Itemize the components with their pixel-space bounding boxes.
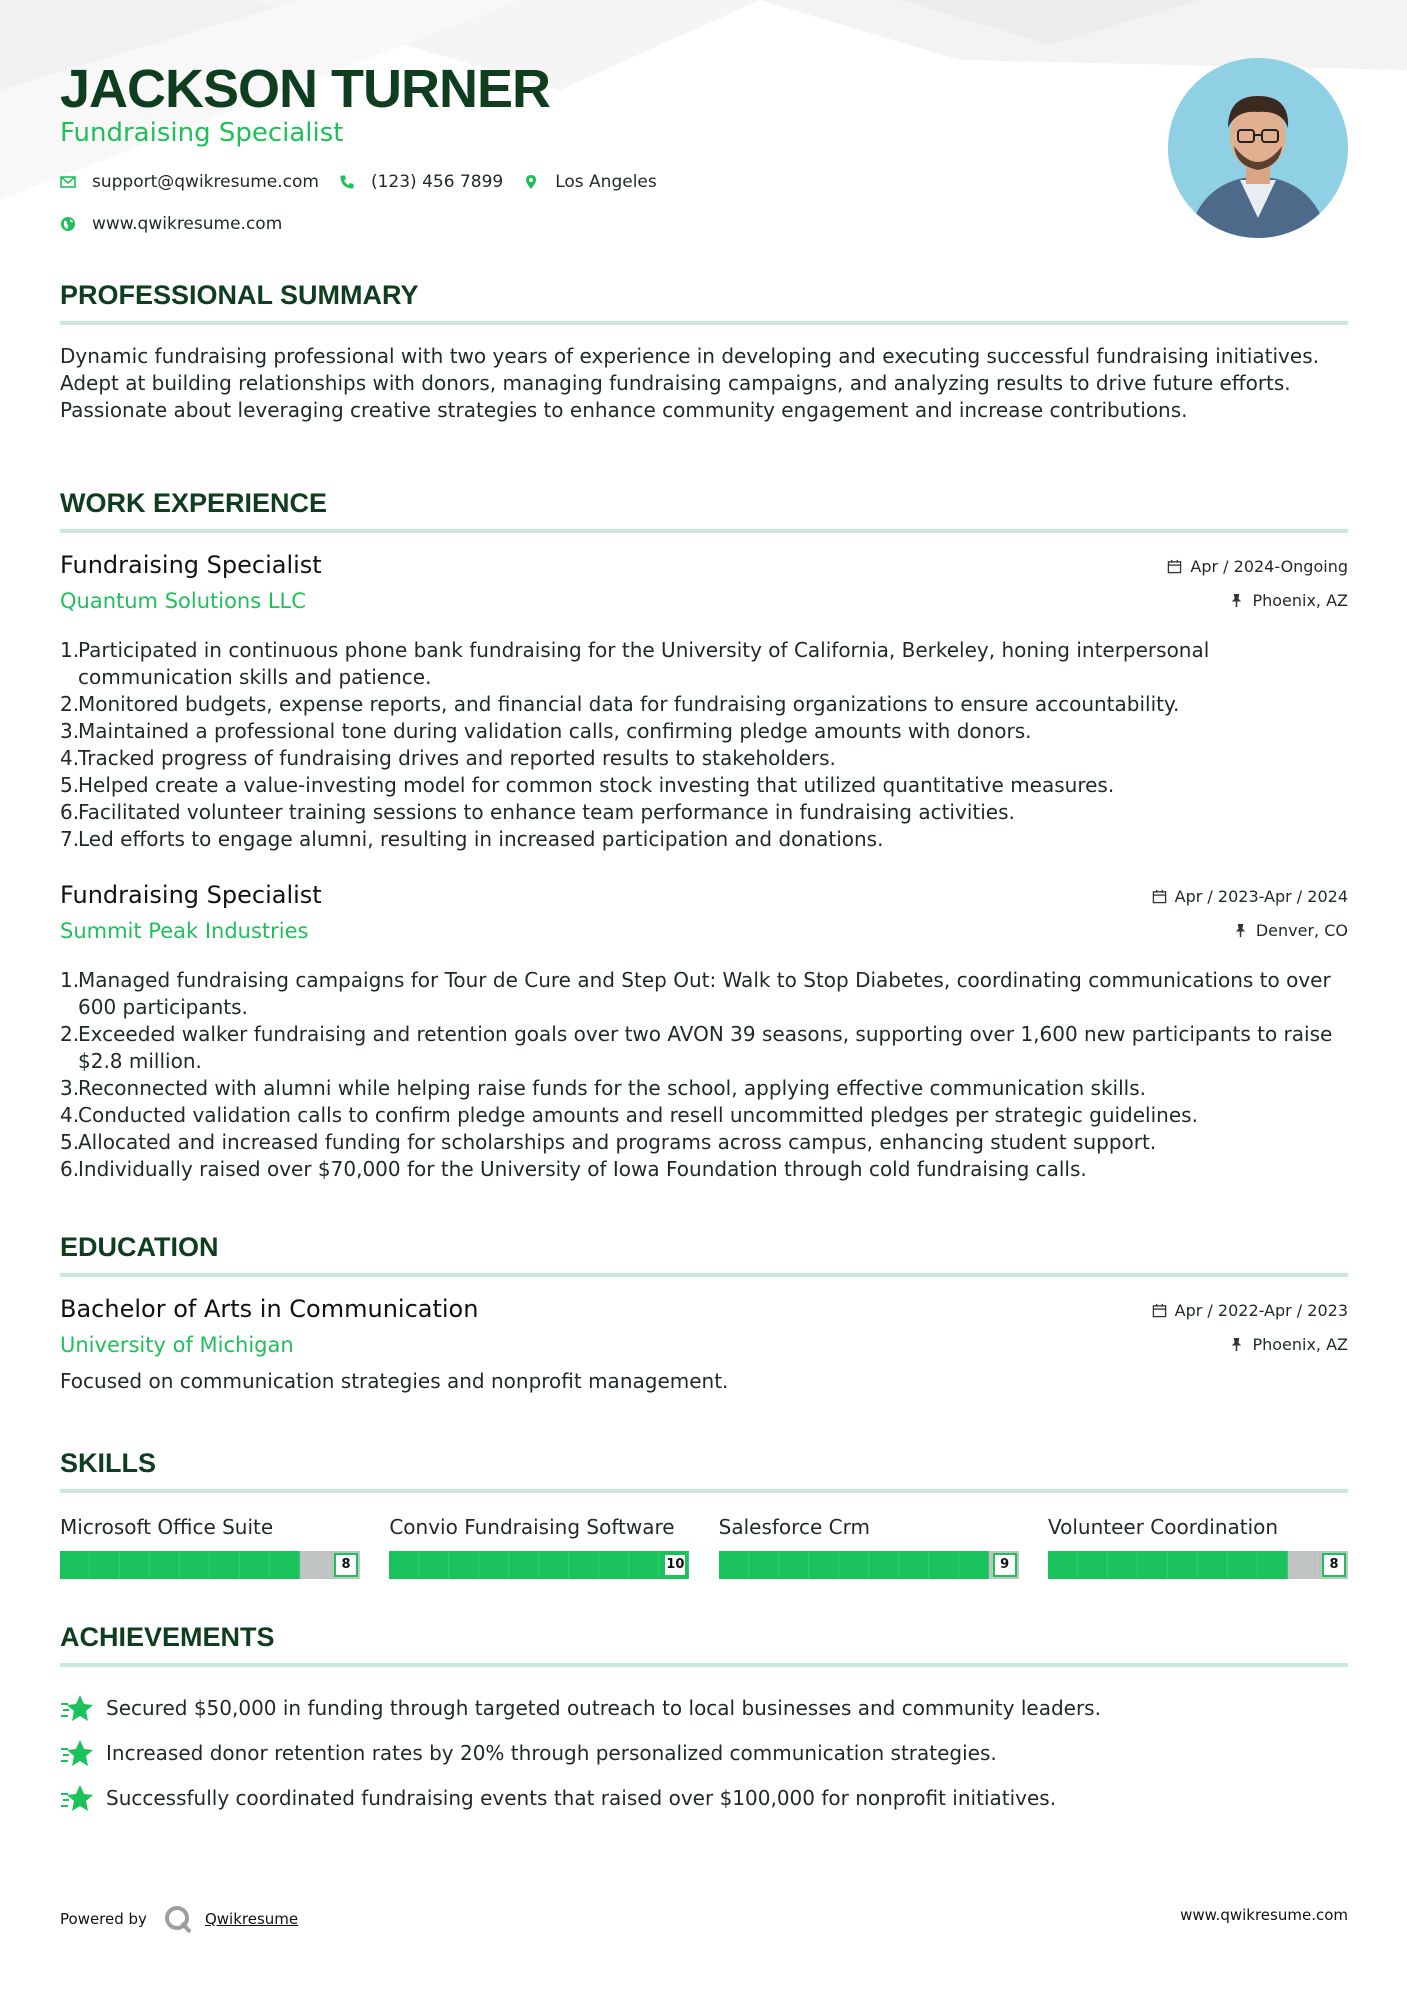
job-location xyxy=(1229,591,1348,610)
skill-bar xyxy=(719,1551,1019,1579)
qwikresume-logo-icon xyxy=(163,1904,193,1934)
summary-heading: PROFESSIONAL SUMMARY xyxy=(60,280,1348,325)
location-text: Los Angeles xyxy=(555,172,657,192)
list-item: 1. Managed fundraising campaigns for Tour de Cure and Step Out: Walk to Stop Diabetes, coordinating communications to over 600 participants. xyxy=(60,968,1331,1019)
job-location xyxy=(1233,921,1348,940)
star-icon xyxy=(60,1783,94,1813)
education-entry xyxy=(60,1295,1348,1393)
skill-bar xyxy=(1048,1551,1348,1579)
list-item: 4. Conducted validation calls to confirm pledge amounts and resell uncommitted pledges per strategic guidelines. xyxy=(60,1103,1198,1127)
skill-item xyxy=(60,1515,360,1579)
skill-bar xyxy=(389,1551,689,1579)
list-item: 6. Facilitated volunteer training sessions to enhance team performance in fundraising activities. xyxy=(60,800,1015,824)
achievement-text: Secured $50,000 in funding through targeted outreach to local businesses and community leaders. xyxy=(106,1695,1101,1720)
achievements-heading: ACHIEVEMENTS xyxy=(60,1622,1348,1667)
list-item: 6. Individually raised over $70,000 for the University of Iowa Foundation through cold fundraising calls. xyxy=(60,1157,1087,1181)
website-text: www.qwikresume.com xyxy=(92,214,283,234)
list-item xyxy=(60,1730,1348,1775)
list-item: 2. Monitored budgets, expense reports, and financial data for fundraising organizations to ensure accountability. xyxy=(60,692,1180,716)
achievements-list xyxy=(60,1685,1348,1820)
experience-section xyxy=(60,488,1348,1183)
skill-name: Salesforce Crm xyxy=(718,1515,870,1539)
contact-row-2 xyxy=(60,214,302,234)
job-entry xyxy=(60,551,1348,853)
job-location-text: Denver, CO xyxy=(1255,921,1348,940)
candidate-title: Fundraising Specialist xyxy=(60,118,344,148)
degree: Bachelor of Arts in Communication xyxy=(60,1295,479,1323)
skill-item xyxy=(1048,1515,1348,1579)
job-entry xyxy=(60,881,1348,1183)
job-role: Fundraising Specialist xyxy=(60,881,322,909)
calendar-icon xyxy=(1152,889,1167,904)
resume-page xyxy=(60,0,1348,1810)
star-icon xyxy=(60,1693,94,1723)
job-date xyxy=(1167,557,1348,576)
list-item xyxy=(60,1685,1348,1730)
list-item: 4. Tracked progress of fundraising drives and reported results to stakeholders. xyxy=(60,746,836,770)
skill-item xyxy=(389,1515,689,1579)
achievement-text: Increased donor retention rates by 20% through personalized communication strategies. xyxy=(106,1740,997,1765)
skill-level: 8 xyxy=(1322,1553,1346,1577)
job-date-text: Apr / 2023-Apr / 2024 xyxy=(1174,887,1348,906)
calendar-icon xyxy=(1167,559,1182,574)
job-date xyxy=(1152,887,1348,906)
contact-row xyxy=(60,172,677,192)
job-company: Quantum Solutions LLC xyxy=(60,589,306,613)
map-pin-icon xyxy=(523,174,539,190)
candidate-name: JACKSON TURNER xyxy=(60,59,551,119)
list-item: 5. Helped create a value-investing model for common stock investing that utilized quantitative measures. xyxy=(60,773,1115,797)
list-item: 7. Led efforts to engage alumni, resulting in increased participation and donations. xyxy=(60,827,884,851)
list-item: 1. Participated in continuous phone bank fundraising for the University of California, Berkeley, honing interpersonal communication skills and patience. xyxy=(60,638,1210,689)
email-text: support@qwikresume.com xyxy=(92,172,319,192)
contact-email[interactable] xyxy=(60,172,319,192)
skill-name: Microsoft Office Suite xyxy=(60,1515,274,1539)
phone-text: (123) 456 7899 xyxy=(370,172,504,192)
profile-photo xyxy=(1168,58,1348,238)
skill-name: Volunteer Coordination xyxy=(1047,1515,1279,1539)
skill-item xyxy=(719,1515,1019,1579)
resume-header xyxy=(60,0,1348,250)
star-icon xyxy=(60,1738,94,1768)
list-item xyxy=(60,1775,1348,1820)
calendar-icon xyxy=(1152,1303,1167,1318)
education-location-text: Phoenix, AZ xyxy=(1252,1335,1348,1354)
skills-section xyxy=(60,1448,1348,1579)
achievements-section xyxy=(60,1622,1348,1820)
job-bullets xyxy=(60,967,1348,1183)
job-date-text: Apr / 2024-Ongoing xyxy=(1190,557,1348,576)
education-section xyxy=(60,1232,1348,1393)
pushpin-icon xyxy=(1229,593,1244,608)
education-location xyxy=(1229,1335,1348,1354)
skill-bar xyxy=(60,1551,360,1579)
pushpin-icon xyxy=(1229,1337,1244,1352)
skill-level: 9 xyxy=(993,1553,1017,1577)
powered-by xyxy=(60,1904,298,1934)
job-location-text: Phoenix, AZ xyxy=(1252,591,1348,610)
experience-heading: WORK EXPERIENCE xyxy=(60,488,1348,533)
school: University of Michigan xyxy=(60,1333,294,1357)
education-date xyxy=(1152,1301,1348,1320)
summary-section xyxy=(60,280,1348,424)
skill-name: Convio Fundraising Software xyxy=(389,1515,675,1539)
skill-level: 10 xyxy=(663,1553,687,1577)
skills-heading: SKILLS xyxy=(60,1448,1348,1493)
job-company: Summit Peak Industries xyxy=(60,919,309,943)
contact-website[interactable] xyxy=(60,214,282,234)
list-item: 3. Reconnected with alumni while helping raise funds for the school, applying effective communication skills. xyxy=(60,1076,1146,1100)
skill-level: 8 xyxy=(334,1553,358,1577)
footer-website[interactable]: www.qwikresume.com xyxy=(1180,1906,1348,1924)
list-item: 2. Exceeded walker fundraising and retention goals over two AVON 39 seasons, supporting over 1,600 new participants to raise $2.8 million. xyxy=(60,1022,1333,1073)
contact-location xyxy=(523,172,657,192)
globe-icon xyxy=(60,216,76,232)
footer xyxy=(60,1898,1348,1928)
job-bullets xyxy=(60,637,1348,853)
education-heading: EDUCATION xyxy=(60,1232,1348,1277)
powered-by-label: Powered by xyxy=(60,1910,147,1928)
qwikresume-link[interactable]: Qwikresume xyxy=(204,1910,299,1928)
contact-phone[interactable] xyxy=(339,172,503,192)
job-role: Fundraising Specialist xyxy=(60,551,322,579)
education-description: Focused on communication strategies and nonprofit management. xyxy=(60,1369,729,1393)
achievement-text: Successfully coordinated fundraising events that raised over $100,000 for nonprofit initiatives. xyxy=(106,1785,1057,1810)
phone-icon xyxy=(339,174,355,190)
education-date-text: Apr / 2022-Apr / 2023 xyxy=(1174,1301,1348,1320)
list-item: 5. Allocated and increased funding for scholarships and programs across campus, enhancing student support. xyxy=(60,1130,1157,1154)
pushpin-icon xyxy=(1233,923,1248,938)
list-item: 3. Maintained a professional tone during validation calls, confirming pledge amounts with donors. xyxy=(60,719,1032,743)
skills-list xyxy=(60,1515,1348,1579)
envelope-icon xyxy=(60,174,76,190)
summary-text: Dynamic fundraising professional with two years of experience in developing and executing successful fundraising initiatives. Adept at building relationships with donors, managing fundraising campaigns, and analyzing results to drive future efforts. Passionate about leveraging creative strategies to enhance community engagement and increase contributions. xyxy=(60,344,1319,422)
